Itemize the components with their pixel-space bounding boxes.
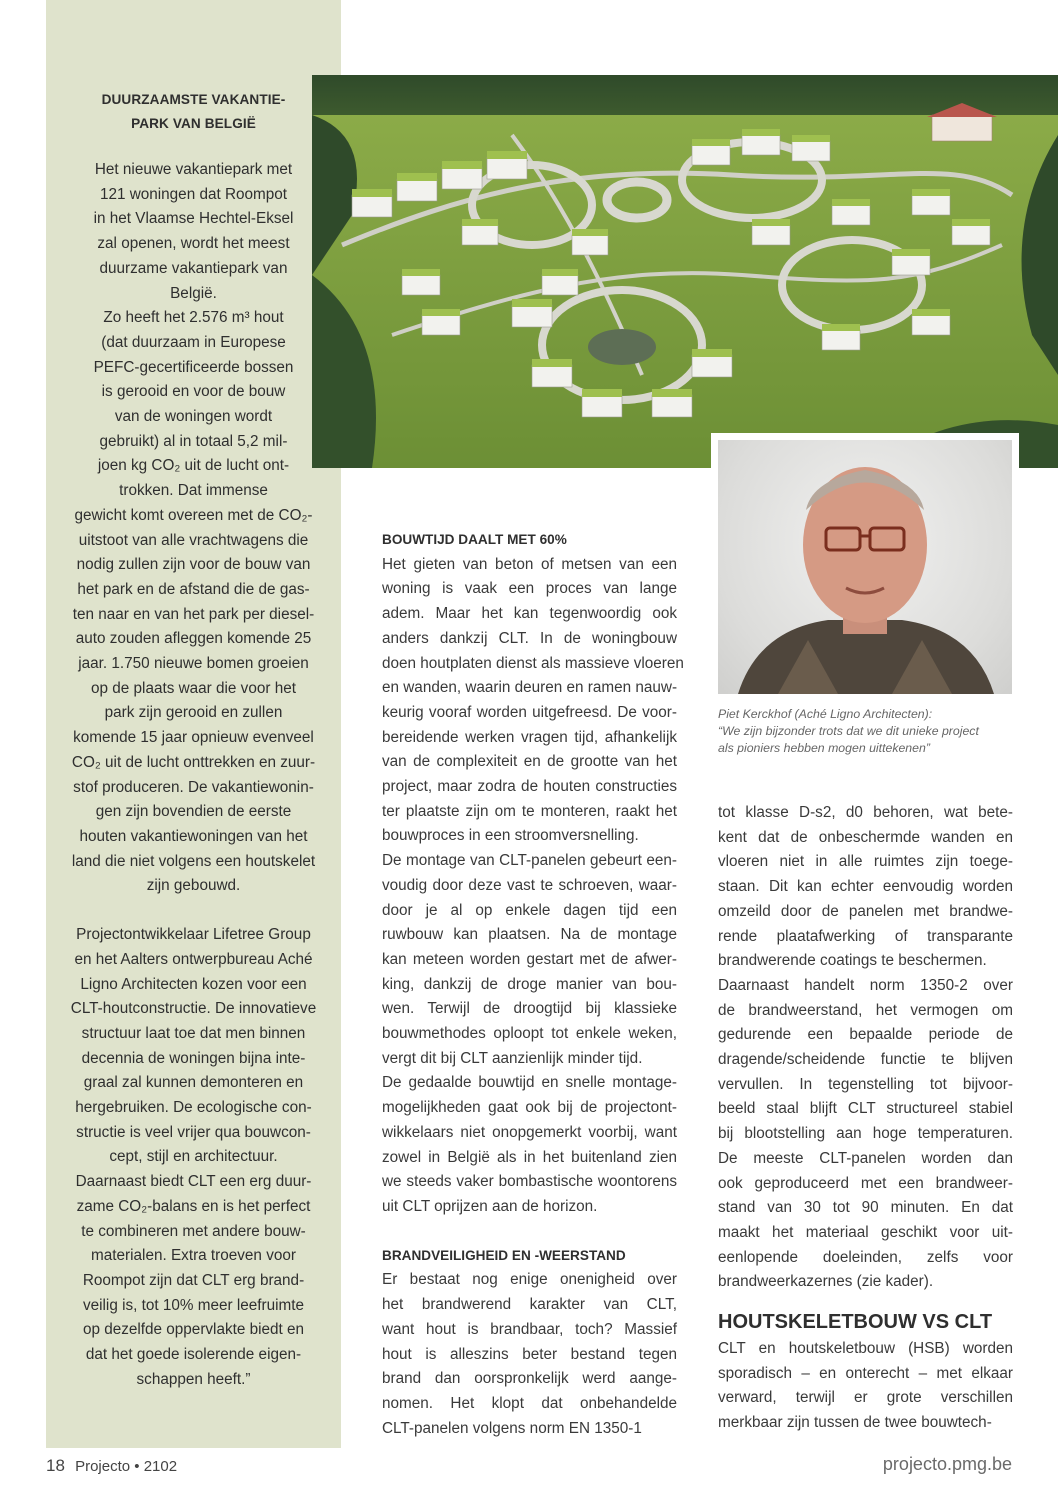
paragraph-brandwerend-1 bbox=[718, 801, 1013, 974]
text-line: structie is veel vrijer qua bouwcon- bbox=[76, 1123, 311, 1141]
text-line: 121 woningen dat Roompot bbox=[99, 185, 288, 203]
text-line: brandwerende coatings te beschermen. bbox=[718, 952, 987, 970]
portrait-caption: Piet Kerckhof (Aché Ligno Architecten): “We zijn bijzonder trots dat we dit unieke project als pioniers hebben mogen uittekenen” bbox=[718, 707, 979, 755]
page-number: 18 bbox=[46, 1456, 65, 1475]
text-line: brandweerkazernes (zie kader). bbox=[718, 1273, 934, 1291]
footer-page-info bbox=[46, 1456, 177, 1476]
text-line: zijn gebouwd. bbox=[146, 877, 241, 895]
text-line: het brandwerend karakter van CLT, bbox=[382, 1296, 677, 1314]
text-line: CLT en houtskeletbouw (HSB) worden bbox=[718, 1340, 1013, 1358]
text-line: joen kg CO₂ uit de lucht ont- bbox=[97, 457, 290, 475]
text-line: PEFC-gecertificeerde bossen bbox=[93, 358, 294, 376]
text-line: uit CLT oprijzen aan de horizon. bbox=[382, 1197, 598, 1215]
text-line: adem. Maar het kan tegenwoordig ook bbox=[382, 605, 677, 623]
text-line: ruwbouw kan plaatsen. Na de montage bbox=[382, 926, 677, 944]
paragraph-bouwtijd-1 bbox=[382, 553, 684, 849]
text-line: bouwmethodes oploopt tot enkele weken, bbox=[382, 1025, 677, 1043]
text-line: Het nieuwe vakantiepark met bbox=[94, 161, 293, 178]
text-line: stof produceren. De vakantiewonin- bbox=[73, 778, 314, 796]
text-line: vervullen. In tegenstelling tot bijvoor- bbox=[718, 1075, 1013, 1093]
text-line: zal openen, wordt het meest bbox=[97, 235, 290, 253]
sidebar-paragraph-2 bbox=[46, 923, 341, 1392]
text-line: vloeren niet in alle ruimtes zijn toege- bbox=[718, 853, 1013, 871]
text-line: nodig zullen zijn voor de bouw van bbox=[76, 556, 311, 574]
text-line: in het Vlaamse Hechtel-Eksel bbox=[93, 210, 294, 228]
text-line: staan. Dit kan echter eenvoudig worden bbox=[718, 878, 1013, 896]
text-line: Roompot zijn dat CLT erg brand- bbox=[82, 1271, 305, 1289]
article-column-1 bbox=[382, 528, 684, 1441]
aerial-park-image bbox=[312, 75, 1058, 468]
text-line: door je al op enkele dagen tijd een bbox=[382, 901, 677, 919]
text-line: duurzame vakantiepark van bbox=[99, 259, 288, 277]
text-line: dragende/scheidende functie te blijven bbox=[718, 1051, 1013, 1069]
text-line: uitstoot van alle vrachtwagens die bbox=[78, 531, 309, 549]
sidebar-paragraph-1 bbox=[46, 158, 341, 899]
text-line: gewicht komt overeen met de CO₂- bbox=[74, 506, 313, 524]
sidebar-box bbox=[46, 0, 341, 1448]
text-line: dat het goede isolerende eigen- bbox=[85, 1346, 302, 1364]
text-line: Het gieten van beton of metsen van een bbox=[382, 555, 677, 573]
text-line: te combineren met andere bouw- bbox=[81, 1222, 306, 1240]
magazine-issue: Projecto • 2102 bbox=[75, 1458, 178, 1475]
text-line: nomen. Het klopt dat onbehandelde bbox=[382, 1394, 677, 1412]
text-line: land die niet volgens een houtskelet bbox=[71, 852, 316, 870]
text-line: kent dat de onbeschermde wanden en bbox=[718, 828, 1013, 846]
text-line: gedurende een bepaalde periode de bbox=[718, 1026, 1013, 1044]
text-line: park zijn gerooid en zullen bbox=[104, 704, 283, 722]
sidebar-heading: DUURZAAMSTE VAKANTIE- PARK VAN BELGIË bbox=[101, 92, 286, 131]
text-line: Ligno Architecten kozen voor een bbox=[80, 975, 307, 993]
text-line: komende 15 jaar opnieuw evenveel bbox=[73, 729, 314, 747]
text-line: auto zouden afleggen komende 25 bbox=[75, 630, 312, 648]
text-line: eenlopende doeleinden, zelfs voor bbox=[718, 1248, 1013, 1266]
text-line: omzeild door de panelen met brandwe- bbox=[718, 902, 1013, 920]
text-line: bouwproces in een stroomversnelling. bbox=[382, 827, 639, 845]
text-line: verward, terwijl er grote verschillen bbox=[718, 1389, 1013, 1407]
text-line: Zo heeft het 2.576 m³ hout bbox=[103, 309, 284, 327]
section-heading-brandveiligheid: BRANDVEILIGHEID EN -WEERSTAND bbox=[382, 1247, 626, 1263]
text-line: en wanden, waarin deuren en ramen nauw- bbox=[382, 679, 678, 697]
text-line: De gedaalde bouwtijd en snelle montage- bbox=[382, 1074, 677, 1092]
text-line: sporadisch – en onterecht – met elkaar bbox=[718, 1364, 1013, 1382]
section-heading-houtskeletbouw: HOUTSKELETBOUW VS CLT bbox=[718, 1311, 993, 1334]
text-line: doen houtplaten dienst als massieve vloeren bbox=[382, 654, 684, 672]
text-line: graal zal kunnen demonteren en bbox=[83, 1074, 304, 1092]
text-line: Daarnaast biedt CLT een erg duur- bbox=[75, 1173, 312, 1191]
text-line: project, maar zodra de houten constructies bbox=[382, 778, 677, 796]
text-line: cept, stijl en architectuur. bbox=[109, 1148, 278, 1166]
text-line: het park en de afstand die de gas- bbox=[77, 580, 310, 598]
text-line: ten naar en van het park per diesel- bbox=[72, 605, 315, 623]
text-line: gen zijn bovendien de eerste bbox=[95, 803, 292, 821]
text-line: CLT-panelen volgens norm EN 1350-1 bbox=[382, 1419, 642, 1437]
text-line: rende plaatafwerking of transparante bbox=[718, 927, 1013, 945]
text-line: CO₂ uit de lucht onttrekken en zuur- bbox=[71, 753, 316, 771]
text-line: de brandweerstand, het vermogen om bbox=[718, 1001, 1013, 1019]
text-line: mogelijkheden gaat ook bij de projectont- bbox=[382, 1099, 677, 1117]
text-line: houten vakantiewoningen van het bbox=[79, 827, 308, 845]
text-line: bij blootstelling aan hoge temperaturen. bbox=[718, 1125, 1013, 1143]
text-line: ook geproduceerd met een brandweer- bbox=[718, 1174, 1013, 1192]
text-line: van de complexiteit en de grootte van het bbox=[382, 753, 677, 771]
text-line: kan meteen worden gestart met de afwer- bbox=[382, 950, 677, 968]
text-line: jaar. 1.750 nieuwe bomen groeien bbox=[78, 655, 309, 673]
text-line: woning is vaak een proces van lange bbox=[382, 580, 677, 598]
text-line: beeld staal blijft CLT structureel stabiel bbox=[718, 1100, 1013, 1118]
paragraph-houtskeletbouw-1 bbox=[718, 1337, 1013, 1436]
text-line: ter plaatste zijn om te monteren, raakt het bbox=[382, 802, 677, 820]
text-line: veilig is, tot 10% meer leefruimte bbox=[82, 1296, 305, 1314]
text-line: merkbaar zijn tussen de twee bouwtech- bbox=[718, 1414, 992, 1432]
text-line: De meeste CLT-panelen worden dan bbox=[718, 1149, 1013, 1167]
text-line: CLT-houtconstructie. De innovatieve bbox=[70, 1000, 317, 1018]
text-line: materialen. Extra troeven voor bbox=[91, 1247, 296, 1265]
text-line: Projectontwikkelaar Lifetree Group bbox=[76, 926, 311, 944]
text-line: we steeds vaker bombastische woontorens bbox=[382, 1173, 677, 1191]
text-line: wikkelaars niet onopgemerkt voorbij, want bbox=[382, 1123, 677, 1141]
text-line: hout is alleszins beter bestand tegen bbox=[382, 1345, 677, 1363]
aerial-park-illustration bbox=[312, 75, 1058, 468]
text-line: brand dan oorspronkelijk werd aange- bbox=[382, 1370, 677, 1388]
text-line: king, dankzij de droge manier van bou- bbox=[382, 975, 677, 993]
text-line: keurig vooraf worden uitgefreesd. De voor- bbox=[382, 703, 677, 721]
text-line: van de woningen wordt bbox=[114, 408, 273, 426]
text-line: op de plaats waar die voor het bbox=[91, 679, 296, 697]
sidebar-text bbox=[46, 88, 341, 1392]
text-line: Er bestaat nog enige onenigheid over bbox=[382, 1271, 677, 1289]
paragraph-brandveiligheid-1 bbox=[382, 1268, 677, 1441]
text-line: gebruikt) al in totaal 5,2 mil- bbox=[99, 432, 288, 450]
portrait-illustration bbox=[718, 440, 1012, 694]
paragraph-bouwtijd-2 bbox=[382, 849, 677, 1071]
text-line: De montage van CLT-panelen gebeurt een- bbox=[382, 852, 677, 870]
portrait-photo bbox=[718, 440, 1012, 694]
text-line: schappen heeft.” bbox=[136, 1370, 251, 1388]
text-line: is gerooid en voor de bouw bbox=[101, 383, 286, 401]
text-line: zame CO₂-balans en is het perfect bbox=[76, 1197, 311, 1215]
text-line: anders dankzij CLT. In de woningbouw bbox=[382, 629, 677, 647]
text-line: (dat duurzaam in Europese bbox=[101, 333, 286, 351]
text-line: hergebruiken. De ecologische con- bbox=[75, 1099, 312, 1117]
footer-website-link[interactable]: projecto.pmg.be bbox=[882, 1454, 1012, 1474]
text-line: zowel in België als in het buitenland zien bbox=[382, 1148, 677, 1166]
text-line: trokken. Dat immense bbox=[119, 482, 268, 500]
text-line: België. bbox=[170, 284, 217, 302]
text-line: voudig door deze vast te schroeven, waar- bbox=[382, 876, 677, 894]
text-line: wen. Terwijl de droogtijd bij klassieke bbox=[382, 1000, 677, 1018]
text-line: want hout is brandbaar, toch? Massief bbox=[382, 1320, 677, 1338]
text-line: maakt het materiaal geschikt voor uit- bbox=[718, 1223, 1013, 1241]
section-heading-bouwtijd: BOUWTIJD DAALT MET 60% bbox=[382, 532, 567, 547]
text-line: en het Aalters ontwerpbureau Aché bbox=[74, 950, 313, 968]
text-line: decennia de woningen bijna inte- bbox=[81, 1049, 306, 1067]
paragraph-brandwerend-2 bbox=[718, 974, 1013, 1295]
text-line: Daarnaast handelt norm 1350-2 over bbox=[718, 976, 1013, 994]
text-line: tot klasse D-s2, d0 behoren, wat bete- bbox=[718, 804, 1013, 821]
text-line: stand van 30 tot 90 minuten. En dat bbox=[718, 1199, 1013, 1217]
text-line: vergt dit bij CLT aanzienlijk minder tijd. bbox=[382, 1049, 643, 1067]
article-column-2 bbox=[718, 801, 1013, 1436]
text-line: op dezelfde oppervlakte biedt en bbox=[82, 1321, 305, 1339]
paragraph-bouwtijd-3 bbox=[382, 1071, 677, 1219]
text-line: bereidende werken vragen tijd, afhankelijk bbox=[382, 728, 677, 746]
text-line: structuur laat toe dat men binnen bbox=[81, 1024, 306, 1042]
